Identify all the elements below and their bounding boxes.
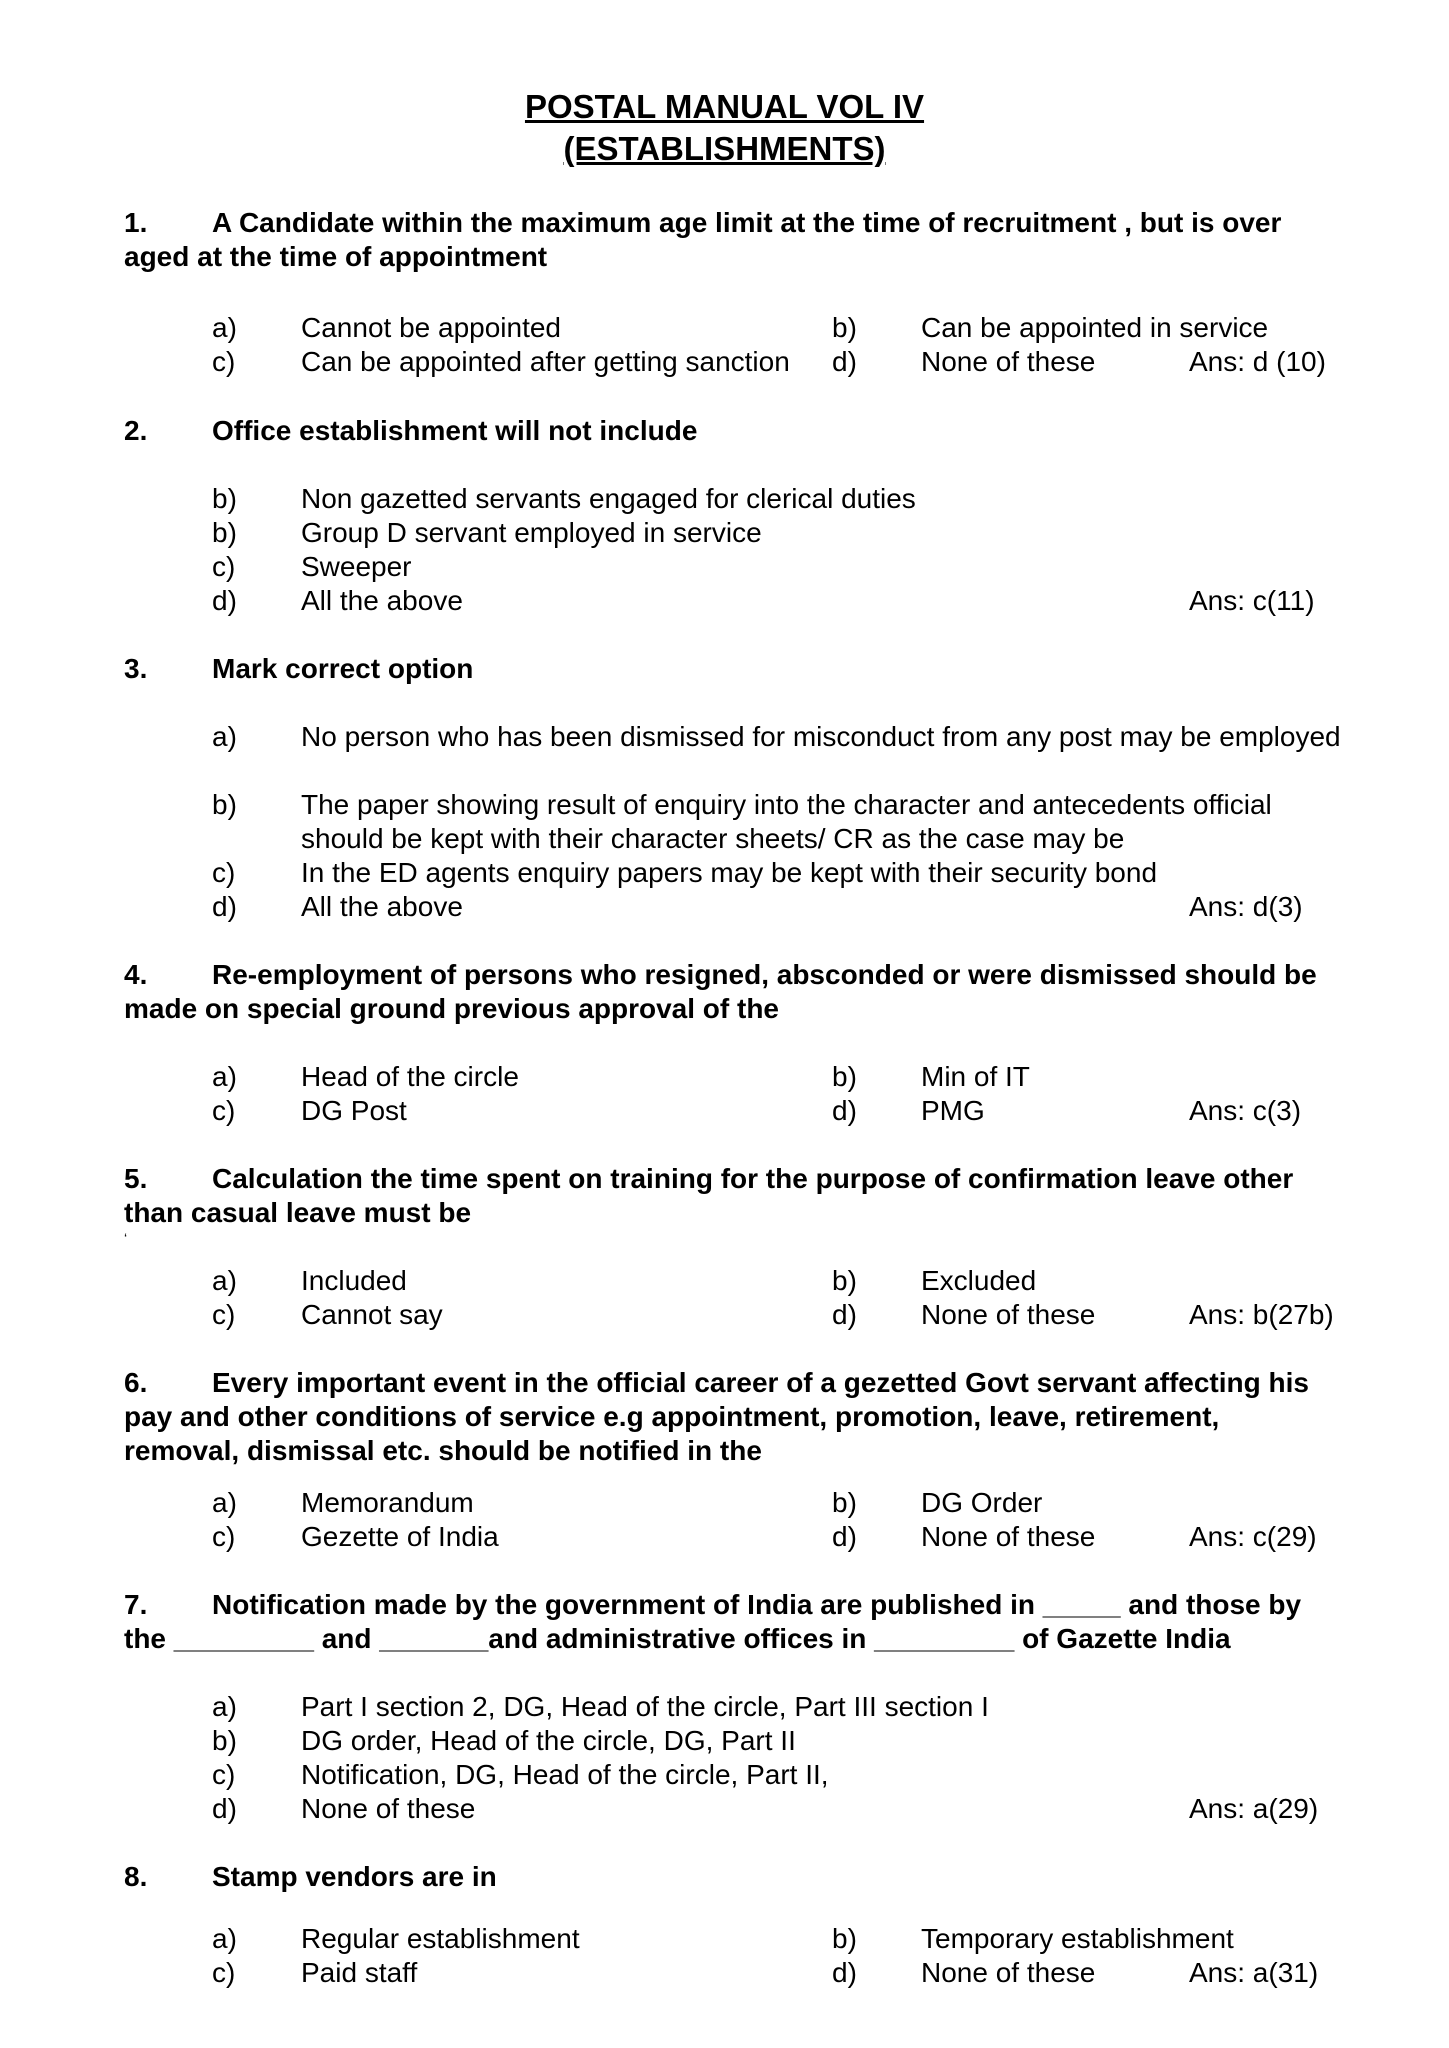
option-text: Can be appointed in service: [921, 312, 1269, 343]
option-label: d): [212, 891, 237, 922]
answer-key: Ans: a(29): [1189, 1793, 1319, 1824]
question-5: [124, 1162, 1334, 1230]
option-text: None of these: [301, 1793, 476, 1824]
option-label: d): [832, 1095, 857, 1126]
option-text: Group D servant employed in service: [301, 517, 762, 548]
option-text: Paid staff: [301, 1957, 418, 1988]
question-text: Stamp vendors are in: [212, 1861, 497, 1892]
option-text: Part I section 2, DG, Head of the circle, Part III section I: [301, 1691, 989, 1722]
option-text: Head of the circle: [301, 1061, 519, 1092]
answer-key: Ans: c(3): [1189, 1095, 1302, 1126]
option-label: c): [212, 1299, 236, 1330]
option-text: Gezette of India: [301, 1521, 499, 1552]
option-label: b): [212, 789, 237, 820]
option-label: a): [212, 1923, 237, 1954]
option-label: c): [212, 1095, 236, 1126]
option-label: b): [212, 517, 237, 548]
question-number: 7.: [124, 1589, 148, 1620]
option-label: c): [212, 551, 236, 582]
answer-key: Ans: d (10): [1189, 346, 1326, 377]
option-label: a): [212, 1487, 237, 1518]
question-text: Every important event in the official career of a gezetted Govt servant affecting his pay and other conditions of service e.g appointment, promotion, leave, retirement, removal, dismissal etc. should be notified in the: [124, 1367, 1309, 1466]
option-label: d): [212, 1793, 237, 1824]
option-text: DG order, Head of the circle, DG, Part II: [301, 1725, 796, 1756]
question-number: 5.: [124, 1163, 148, 1194]
option-label: b): [212, 483, 237, 514]
page-title: POSTAL MANUAL VOL IV: [524, 88, 925, 125]
option-text: Cannot be appointed: [301, 312, 561, 343]
option-text: DG Order: [921, 1487, 1043, 1518]
question-text: Notification made by the government of India are published in _____ and those by the _________ and _______and administrative offices in _________ of Gazette India: [124, 1589, 1302, 1654]
question-4: [124, 958, 1334, 1026]
option-text: None of these: [921, 1299, 1096, 1330]
question-number: 4.: [124, 959, 148, 990]
question-8: [124, 1860, 1334, 1894]
stray-mark: ‘: [124, 1230, 128, 1246]
question-number: 1.: [124, 207, 148, 238]
option-text: Memorandum: [301, 1487, 474, 1518]
question-text: Calculation the time spent on training for the purpose of confirmation leave other than casual leave must be: [124, 1163, 1294, 1228]
answer-key: Ans: c(29): [1189, 1521, 1317, 1552]
option-label: a): [212, 1691, 237, 1722]
option-text: The paper showing result of enquiry into the character and antecedents official should be kept with their character sheets/ CR as the case may be: [301, 789, 1272, 854]
option-label: a): [212, 312, 237, 343]
question-2: [124, 414, 1334, 448]
option-text: DG Post: [301, 1095, 407, 1126]
question-text: Re-employment of persons who resigned, absconded or were dismissed should be made on special ground previous approval of the: [124, 959, 1317, 1024]
question-number: 3.: [124, 653, 148, 684]
option-text: Regular establishment: [301, 1923, 580, 1954]
option-label: d): [832, 346, 857, 377]
option-label: c): [212, 1759, 236, 1790]
answer-key: Ans: d(3): [1189, 891, 1303, 922]
question-6: [124, 1366, 1334, 1468]
question-7: [124, 1588, 1334, 1656]
option-label: b): [832, 1487, 857, 1518]
option-text: None of these: [921, 346, 1096, 377]
answer-key: Ans: a(31): [1189, 1957, 1319, 1988]
question-text: Office establishment will not include: [212, 415, 698, 446]
option-text: None of these: [921, 1957, 1096, 1988]
question-number: 2.: [124, 415, 148, 446]
option-label: b): [832, 1923, 857, 1954]
option-text: Included: [301, 1265, 407, 1296]
option-label: b): [832, 1265, 857, 1296]
option-text: Sweeper: [301, 551, 412, 582]
option-label: d): [832, 1299, 857, 1330]
question-number: 6.: [124, 1367, 148, 1398]
option-label: c): [212, 1521, 236, 1552]
option-label: a): [212, 1265, 237, 1296]
option-label: d): [212, 585, 237, 616]
question-number: 8.: [124, 1861, 148, 1892]
option-text: Cannot say: [301, 1299, 443, 1330]
option-label: a): [212, 721, 237, 752]
option-label: d): [832, 1521, 857, 1552]
option-text: Notification, DG, Head of the circle, Part II,: [301, 1759, 829, 1790]
page-subtitle: (ESTABLISHMENTS): [563, 130, 886, 167]
option-text: Excluded: [921, 1265, 1037, 1296]
answer-key: Ans: b(27b): [1189, 1299, 1334, 1330]
option-label: c): [212, 1957, 236, 1988]
option-label: b): [212, 1725, 237, 1756]
question-1: [124, 206, 1334, 274]
option-text: Can be appointed after getting sanction: [301, 346, 790, 377]
option-label: a): [212, 1061, 237, 1092]
option-text: PMG: [921, 1095, 985, 1126]
question-3: [124, 652, 1334, 686]
option-text: No person who has been dismissed for misconduct from any post may be employed: [301, 721, 1341, 752]
answer-key: Ans: c(11): [1189, 585, 1315, 616]
option-text: Non gazetted servants engaged for clerical duties: [301, 483, 916, 514]
option-label: b): [832, 312, 857, 343]
option-text: Min of IT: [921, 1061, 1030, 1092]
question-text: A Candidate within the maximum age limit at the time of recruitment , but is over aged at the time of appointment: [124, 207, 1282, 272]
option-label: c): [212, 346, 236, 377]
option-label: c): [212, 857, 236, 888]
option-text: Temporary establishment: [921, 1923, 1234, 1954]
option-text: None of these: [921, 1521, 1096, 1552]
option-text: In the ED agents enquiry papers may be kept with their security bond: [301, 857, 1158, 888]
option-label: b): [832, 1061, 857, 1092]
option-label: d): [832, 1957, 857, 1988]
question-text: Mark correct option: [212, 653, 474, 684]
option-text: All the above: [301, 891, 463, 922]
option-text: All the above: [301, 585, 463, 616]
